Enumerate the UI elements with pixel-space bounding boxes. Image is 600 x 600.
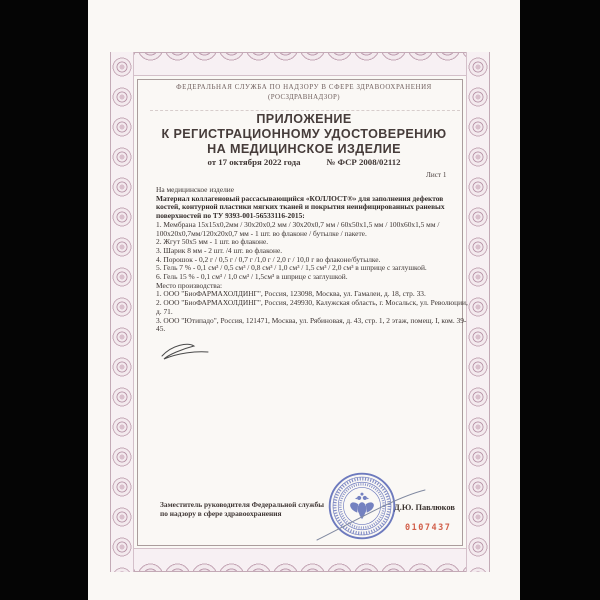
document-body (156, 186, 468, 334)
manufacturer-item: 2. ООО "БиоФАРМАХОЛДИНГ", Россия, 249930, Калужская область, г. Мосальск, ул. Революции, д. 71. (156, 298, 468, 316)
signer-title-line-1: Заместитель руководителя Федеральной службы (160, 500, 324, 509)
device-intro-label: На медицинское изделие (156, 185, 235, 194)
issue-date: от 17 октября 2022 года (207, 157, 301, 167)
supply-item: 1. Мембрана 15х15х0,2мм / 30х20х0,2 мм / 30х20х0,7 мм / 60х50х1,5 мм / 100х60х1,5 мм / 100х20х0,7мм/120х20х0,7 мм - 1 шт. во флаконе / бутылке / пакете. (156, 219, 440, 238)
signature-stroke (288, 478, 438, 548)
document-title-line-1: ПРИЛОЖЕНИЕ (256, 112, 352, 126)
agency-short-name: (РОСЗДРАВНАДЗОР) (268, 94, 340, 101)
signer-name: Д.Ю. Павлюков (394, 503, 455, 512)
supply-item: 5. Гель 7 % - 0,1 см³ / 0,5 см³ / 0,8 см³ / 1,0 см³ / 1,5 см³ / 2,0 см³ в шприце с заглушкой. (156, 263, 427, 273)
supply-item: 4. Порошок - 0,2 г / 0,5 г / 0,7 г /1,0 г / 2,0 г / 10,0 г во флаконе/бутылке. (156, 254, 381, 264)
production-sites-label: Место производства: (156, 280, 223, 290)
document-title-line-3: НА МЕДИЦИНСКОЕ ИЗДЕЛИЕ (207, 142, 401, 156)
supply-item: 2. Жгут 50х5 мм - 1 шт. во флаконе. (156, 237, 269, 247)
manufacturer-item: 1. ООО "БиоФАРМАХОЛДИНГ", Россия, 123098, Москва, ул. Гамалеи, д. 18, стр. 33. (156, 289, 426, 299)
manufacturer-item: 3. ООО "Ютипадо", Россия, 121471, Москва, ул. Рябиновая, д. 43, стр. 1, 2 этаж, помещ. I, ком. 39-45. (156, 315, 467, 334)
serial-number: 0107437 (405, 523, 452, 533)
certificate-page (88, 0, 520, 600)
date-number-row (88, 157, 520, 167)
supply-item: 6. Гель 15 % - 0,1 см³ / 1,0 см³ / 1,5см³ в шприце с заглушкой. (156, 272, 348, 282)
decorative-border-top (110, 52, 490, 76)
sheet-number: Лист 1 (426, 171, 447, 179)
document-title-line-2: К РЕГИСТРАЦИОННОМУ УДОСТОВЕРЕНИЮ (161, 127, 447, 141)
header-separator (150, 110, 460, 111)
handwritten-mark (158, 340, 220, 366)
device-description: Материал коллагеновый рассасывающийся «КОЛЛОСТ®» для заполнения дефектов костей, контурной пластики мягких тканей и покрытия неинфицированных раневых поверхностей по ТУ 9393-001-56533116-2015: (156, 193, 445, 221)
supply-item: 3. Шарик 8 мм - 2 шт. /4 шт. во флаконе. (156, 245, 283, 255)
signer-title-line-2: по надзору в сфере здравоохранения (160, 509, 282, 519)
decorative-border-bottom (110, 548, 490, 572)
agency-name: ФЕДЕРАЛЬНАЯ СЛУЖБА ПО НАДЗОРУ В СФЕРЕ ЗДРАВООХРАНЕНИЯ (176, 84, 432, 91)
registration-number: № ФСР 2008/02112 (326, 157, 401, 167)
